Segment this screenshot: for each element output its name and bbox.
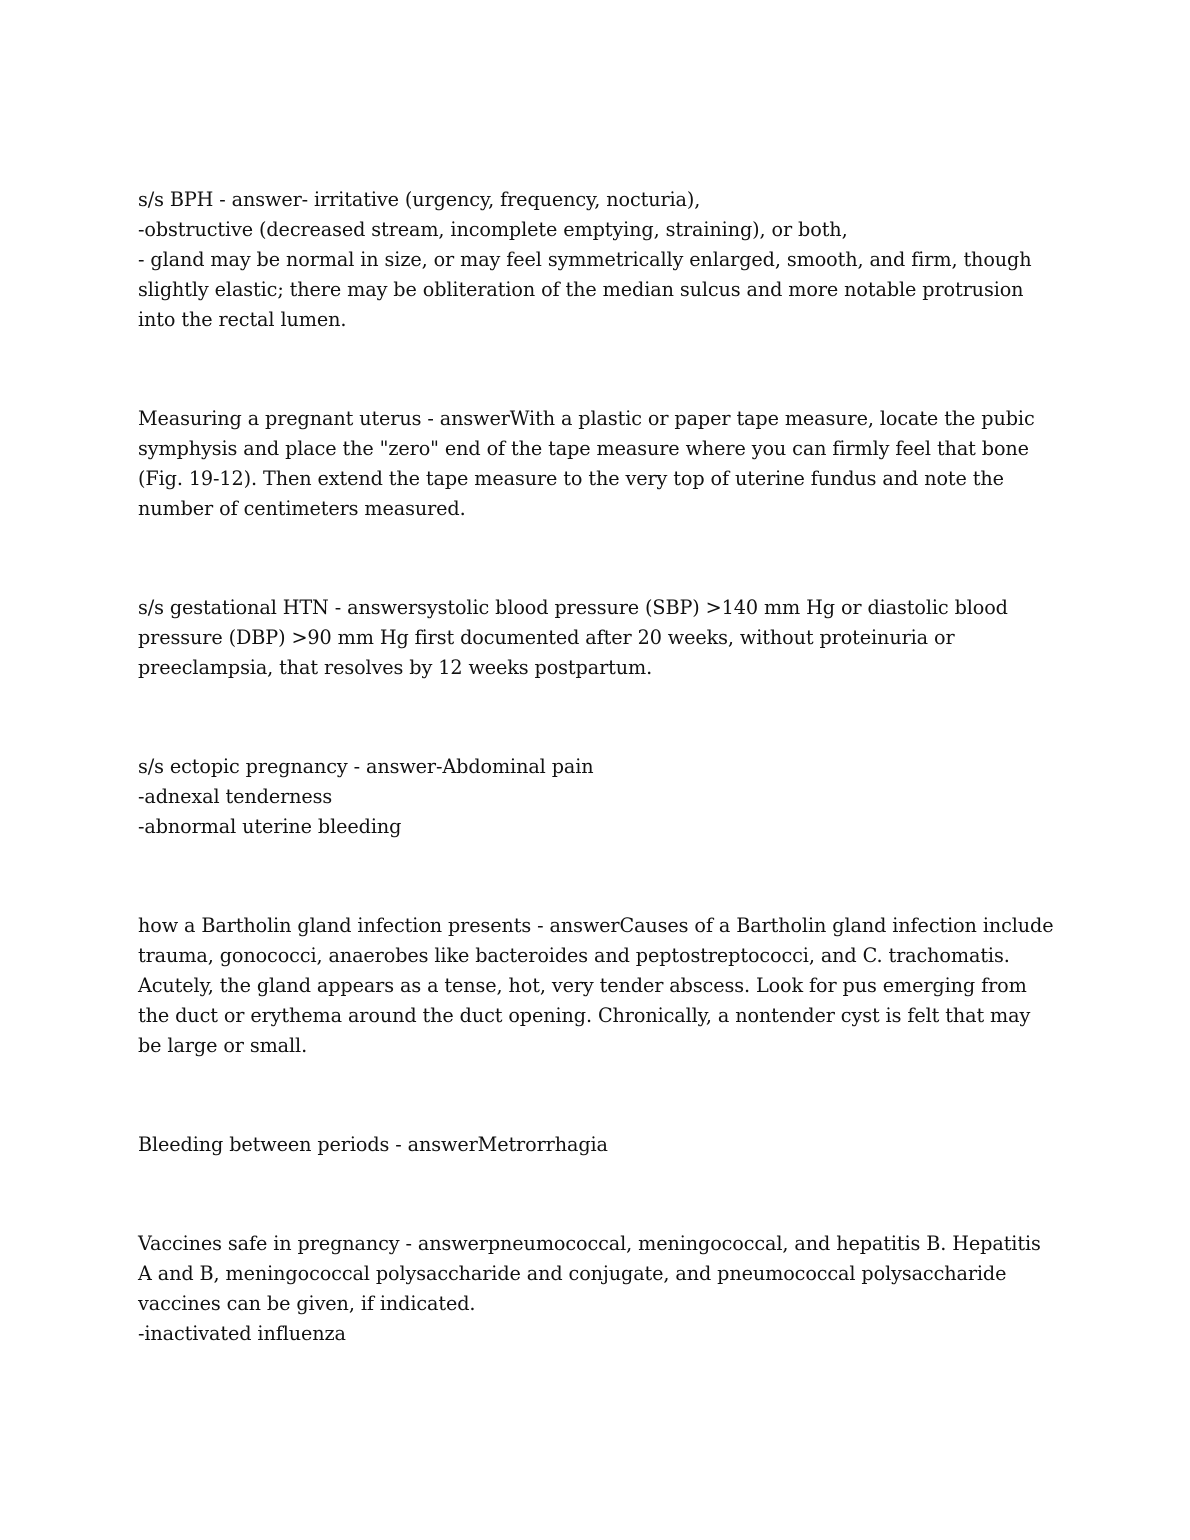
entry-paragraph: -obstructive (decreased stream, incomplete emptying, straining), or both, — [138, 218, 848, 241]
entry-paragraph: -inactivated influenza — [138, 1322, 346, 1345]
entry-paragraph: Measuring a pregnant uterus - answerWith a plastic or paper tape measure, locate the pubic symphysis and place the "zero" end of the tape measure where you can firmly feel that bone (Fig. 19-12). Then extend the tape measure to the very top of uterine fundus and note the number of centimeters measured. — [138, 407, 1035, 520]
entry-paragraph: Bleeding between periods - answerMetrorrhagia — [138, 1133, 608, 1156]
entry-paragraph: -abnormal uterine bleeding — [138, 815, 402, 838]
entry-bph — [138, 185, 1058, 335]
entry-paragraph: -adnexal tenderness — [138, 785, 333, 808]
entry-paragraph: s/s gestational HTN - answersystolic blood pressure (SBP) >140 mm Hg or diastolic blood pressure (DBP) >90 mm Hg first documented after 20 weeks, without proteinuria or preeclampsia, that resolves by 12 weeks postpartum. — [138, 596, 1008, 679]
entry-vaccines-pregnancy — [138, 1229, 1058, 1349]
entry-bleeding-between-periods — [138, 1130, 1058, 1160]
entry-paragraph: how a Bartholin gland infection presents - answerCauses of a Bartholin gland infection include trauma, gonococci, anaerobes like bacteroides and peptostreptococci, and C. trachomatis. Acutely, the gland appears as a tense, hot, very tender abscess. Look for pus emerging from the duct or erythema around the duct opening. Chronically, a nontender cyst is felt that may be large or small. — [138, 914, 1054, 1057]
entry-paragraph: s/s ectopic pregnancy - answer-Abdominal pain — [138, 755, 594, 778]
document-body — [138, 185, 1058, 1349]
entry-gestational-htn — [138, 593, 1058, 683]
entry-bartholin-gland — [138, 911, 1058, 1061]
entry-measuring-uterus — [138, 404, 1058, 524]
entry-paragraph: Vaccines safe in pregnancy - answerpneumococcal, meningococcal, and hepatitis B. Hepatitis A and B, meningococcal polysaccharide and conjugate, and pneumococcal polysaccharide vaccines can be given, if indicated. — [138, 1232, 1041, 1315]
entry-ectopic-pregnancy — [138, 752, 1058, 842]
entry-paragraph: - gland may be normal in size, or may feel symmetrically enlarged, smooth, and firm, though slightly elastic; there may be obliteration of the median sulcus and more notable protrusion into the rectal lumen. — [138, 248, 1032, 331]
entry-paragraph: s/s BPH - answer- irritative (urgency, frequency, nocturia), — [138, 188, 701, 211]
